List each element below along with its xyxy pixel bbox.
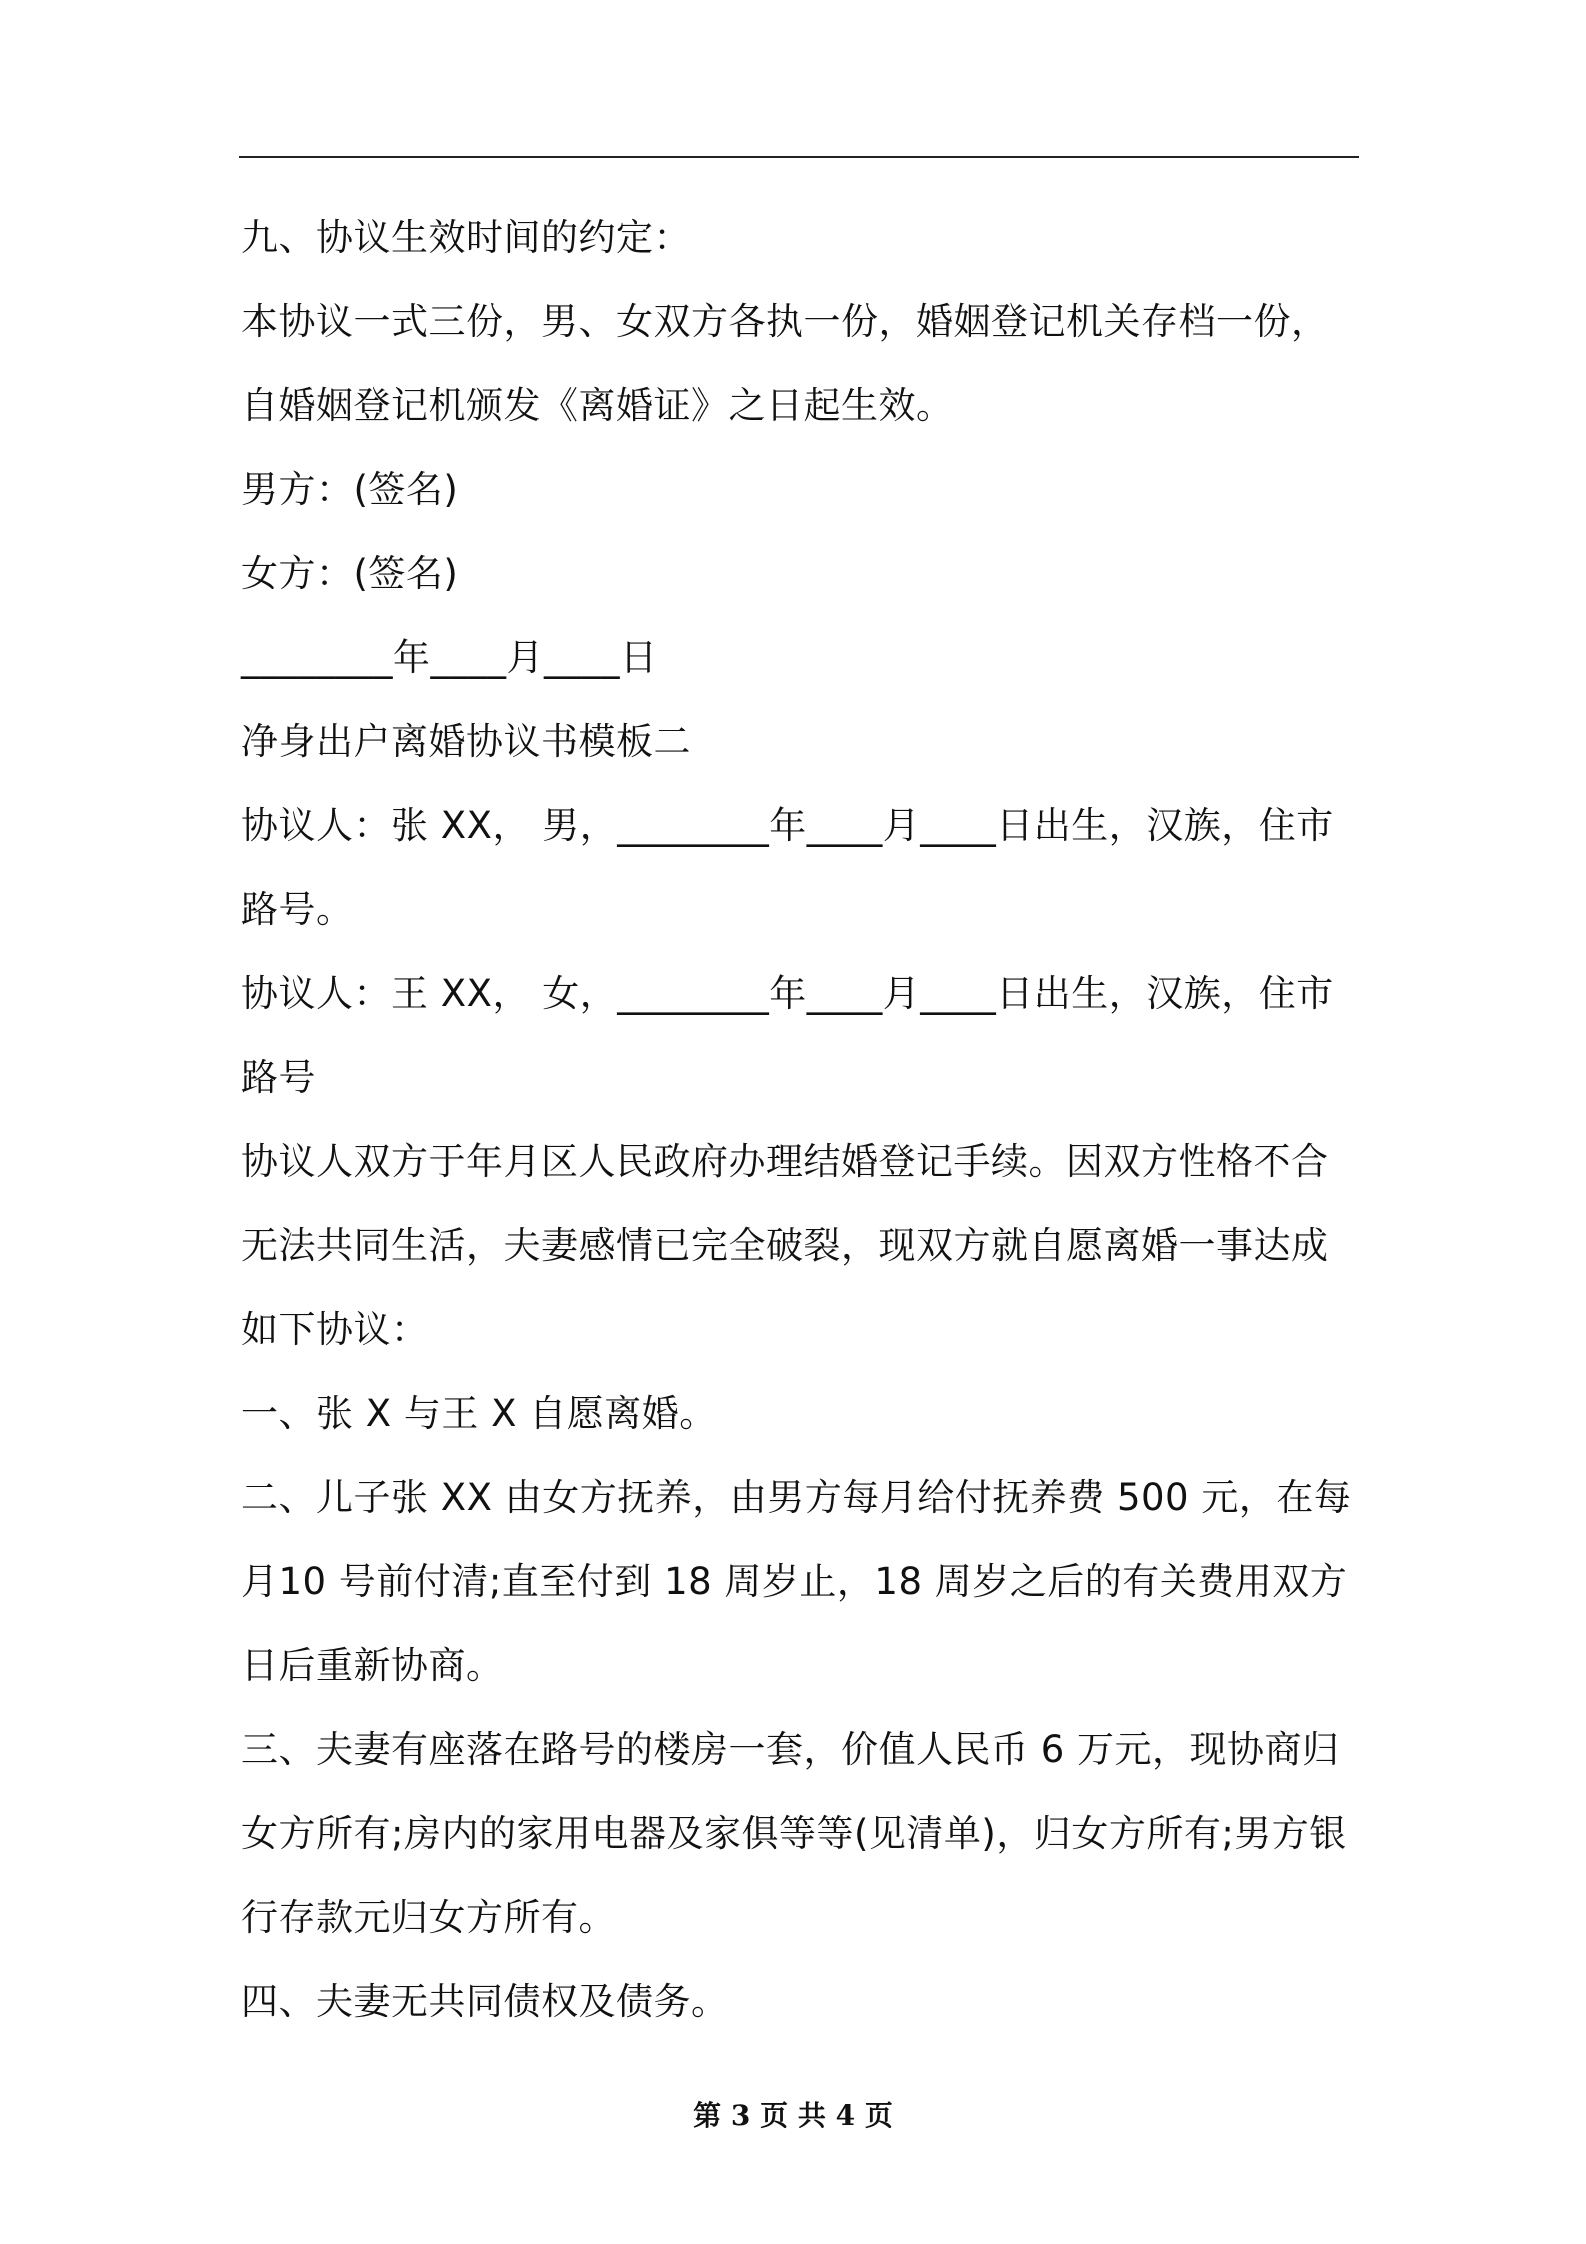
preamble-paragraph: 协议人双方于年月区人民政府办理结婚登记手续。因双方性格不合无法共同生活，夫妻感情已完全破裂，现双方就自愿离婚一事达成如下协议： xyxy=(241,1140,1329,1351)
male-signature-line: 男方：(签名) xyxy=(241,468,459,511)
party-one-info: 协议人：张 XX， 男，________年____月____日出生，汉族，住市路号。 xyxy=(241,804,1334,931)
template-two-title: 净身出户离婚协议书模板二 xyxy=(241,720,691,763)
clause-three: 三、夫妻有座落在路号的楼房一套，价值人民币 6 万元，现协商归女方所有;房内的家用电器及家俱等等(见清单)，归女方所有;男方银行存款元归女方所有。 xyxy=(241,1728,1347,1939)
page-number-footer: 第 3 页 共 4 页 xyxy=(693,2099,893,2132)
party-two-info: 协议人：王 XX， 女，________年____月____日出生，汉族，住市路号 xyxy=(241,972,1334,1099)
header-divider xyxy=(239,156,1359,158)
date-line: ________年____月____日 xyxy=(241,636,658,679)
female-signature-line: 女方：(签名) xyxy=(241,552,459,595)
effective-date-clause: 本协议一式三份，男、女双方各执一份，婚姻登记机关存档一份，自婚姻登记机颁发《离婚证》之日起生效。 xyxy=(241,300,1329,427)
clause-four: 四、夫妻无共同债权及债务。 xyxy=(241,1980,729,2023)
document-body xyxy=(241,196,1361,2044)
clause-two: 二、儿子张 XX 由女方抚养，由男方每月给付抚养费 500 元，在每月10 号前付清;直至付到 18 周岁止，18 周岁之后的有关费用双方日后重新协商。 xyxy=(241,1476,1352,1687)
section-nine-heading: 九、协议生效时间的约定： xyxy=(241,216,691,259)
clause-one: 一、张 X 与王 X 自愿离婚。 xyxy=(241,1392,717,1435)
